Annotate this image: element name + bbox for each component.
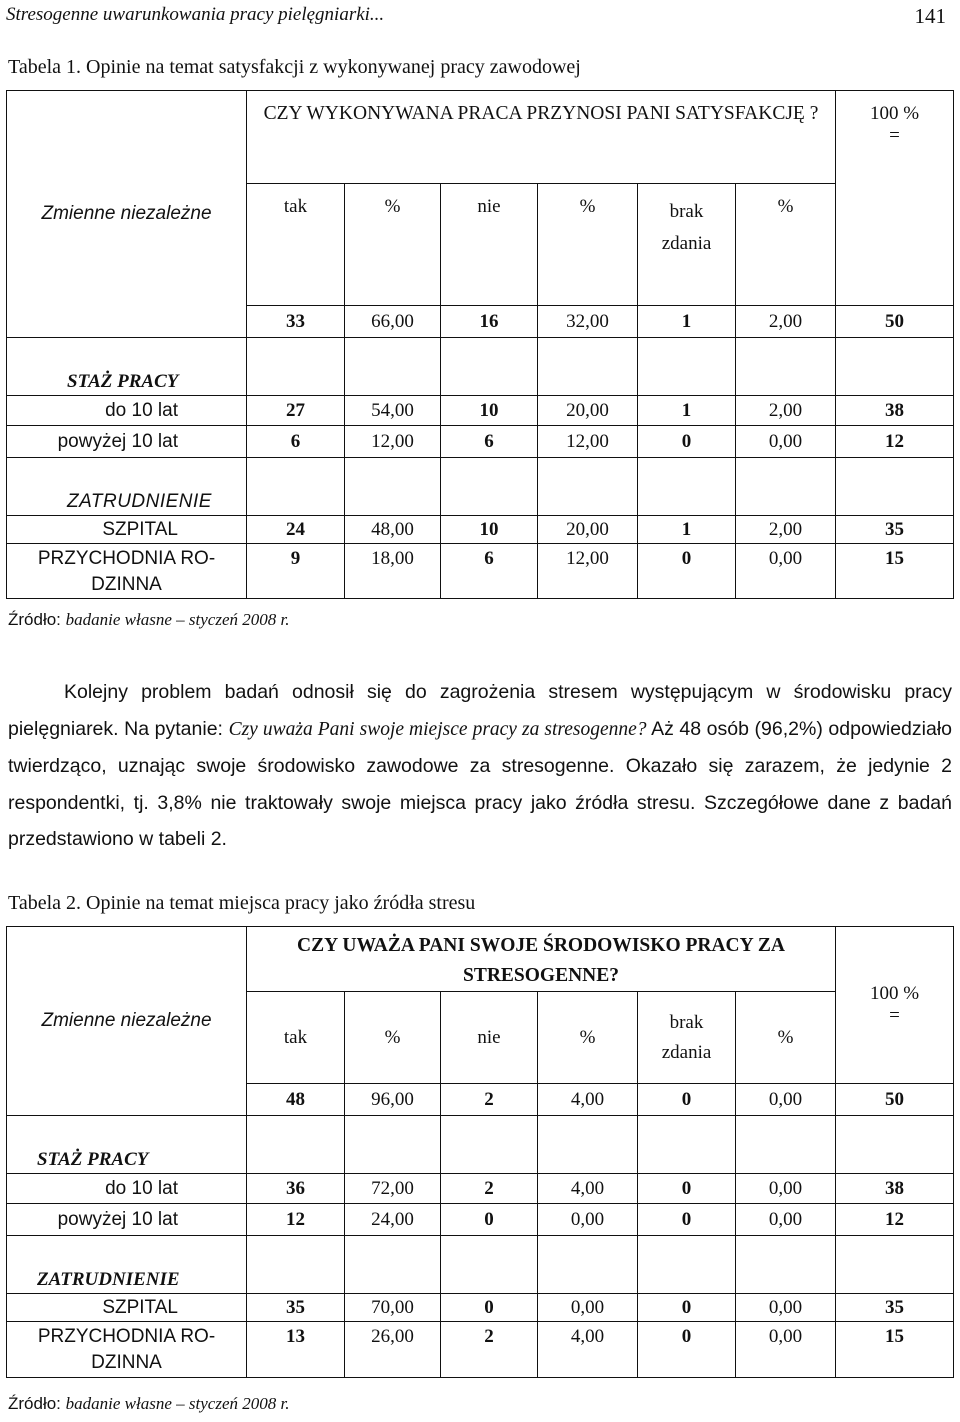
cell: 2,00: [736, 396, 836, 426]
cell: 12,00: [538, 426, 638, 458]
cell: 15: [836, 544, 954, 599]
cell: 48: [247, 1084, 345, 1116]
cell: 0,00: [736, 1204, 836, 1236]
row-label: SZPITAL: [7, 516, 247, 544]
row-label: PRZYCHODNIA RO-DZINNA: [7, 544, 247, 599]
cell: 96,00: [345, 1084, 441, 1116]
col-brak-line1: brak: [669, 1011, 704, 1033]
cell: 50: [836, 306, 954, 338]
table-row: [7, 1174, 954, 1204]
page-number: 141: [914, 4, 946, 28]
cell: 6: [247, 426, 345, 458]
cell: 12: [836, 1204, 954, 1236]
empty-cell: [345, 1116, 441, 1174]
cell: 12: [247, 1204, 345, 1236]
cell: 6: [441, 426, 538, 458]
body-paragraph: [8, 674, 952, 858]
col-brak-line1: brak: [669, 201, 704, 222]
cell: 0: [638, 1084, 736, 1116]
empty-cell: [736, 1116, 836, 1174]
row-label: powyżej 10 lat: [7, 1204, 247, 1236]
empty-cell: [247, 338, 345, 396]
cell: 2,00: [736, 306, 836, 338]
cell: 12: [836, 426, 954, 458]
table-row: [7, 426, 954, 458]
table1-source: [8, 610, 289, 630]
cell: 38: [836, 396, 954, 426]
cell: 0,00: [736, 1294, 836, 1322]
cell: 54,00: [345, 396, 441, 426]
cell: 0,00: [736, 426, 836, 458]
row-label: PRZYCHODNIA RO-DZINNA: [7, 1322, 247, 1378]
source-text: badanie własne – styczeń 2008 r.: [65, 1394, 290, 1413]
source-text: badanie własne – styczeń 2008 r.: [65, 610, 290, 629]
cell: 6: [441, 544, 538, 599]
empty-cell: [836, 1236, 954, 1294]
cell: 24,00: [345, 1204, 441, 1236]
empty-cell: [345, 1236, 441, 1294]
cell: 4,00: [538, 1084, 638, 1116]
table2-source: [8, 1394, 289, 1414]
table-row: [7, 516, 954, 544]
source-prefix: Źródło:: [8, 610, 61, 629]
cell: 0,00: [736, 1322, 836, 1378]
cell: 0,00: [736, 1084, 836, 1116]
empty-cell: [441, 1236, 538, 1294]
table-row: [7, 396, 954, 426]
cell: 12,00: [538, 544, 638, 599]
table2-col-total: [836, 927, 954, 1084]
cell: 1: [638, 516, 736, 544]
empty-cell: [836, 1116, 954, 1174]
cell: 10: [441, 396, 538, 426]
col-total-eq: =: [889, 125, 900, 146]
cell: 33: [247, 306, 345, 338]
cell: 1: [638, 396, 736, 426]
empty-cell: [441, 338, 538, 396]
table2-corner: Zmienne niezależne: [7, 927, 247, 1116]
cell: 0,00: [736, 1174, 836, 1204]
cell: 66,00: [345, 306, 441, 338]
col-pct: %: [538, 184, 638, 306]
row-label: powyżej 10 lat: [7, 426, 247, 458]
row-label: do 10 lat: [7, 1174, 247, 1204]
empty-cell: [638, 1236, 736, 1294]
cell: 24: [247, 516, 345, 544]
cell: 38: [836, 1174, 954, 1204]
empty-cell: [538, 458, 638, 516]
table1: [6, 90, 954, 599]
table1-question: CZY WYKONYWANA PRACA PRZYNOSI PANI SATYSFAKCJĘ ?: [247, 91, 836, 184]
cell: 2,00: [736, 516, 836, 544]
cell: 0: [638, 1294, 736, 1322]
cell: 0: [441, 1294, 538, 1322]
cell: 10: [441, 516, 538, 544]
empty-cell: [638, 338, 736, 396]
table2: [6, 926, 954, 1378]
cell: 0: [638, 1204, 736, 1236]
empty-cell: [736, 458, 836, 516]
cell: 0,00: [736, 544, 836, 599]
empty-cell: [538, 338, 638, 396]
empty-cell: [247, 1116, 345, 1174]
cell: 32,00: [538, 306, 638, 338]
empty-cell: [638, 458, 736, 516]
col-tak: tak: [247, 184, 345, 306]
cell: 48,00: [345, 516, 441, 544]
cell: 27: [247, 396, 345, 426]
cell: 1: [638, 306, 736, 338]
cell: 50: [836, 1084, 954, 1116]
table-row: [7, 1204, 954, 1236]
col-pct: %: [736, 184, 836, 306]
empty-cell: [836, 338, 954, 396]
col-brak: [638, 184, 736, 306]
cell: 0: [638, 1322, 736, 1378]
section-label: ZATRUDNIENIE: [7, 1236, 247, 1294]
cell: 26,00: [345, 1322, 441, 1378]
cell: 0: [441, 1204, 538, 1236]
col-nie: nie: [441, 992, 538, 1084]
row-label: SZPITAL: [7, 1294, 247, 1322]
empty-cell: [538, 1236, 638, 1294]
col-nie: nie: [441, 184, 538, 306]
cell: 13: [247, 1322, 345, 1378]
cell: 36: [247, 1174, 345, 1204]
cell: 35: [247, 1294, 345, 1322]
row-label: do 10 lat: [7, 396, 247, 426]
cell: 72,00: [345, 1174, 441, 1204]
col-pct: %: [345, 992, 441, 1084]
running-title: Stresogenne uwarunkowania pracy pielęgniarki...: [6, 4, 385, 25]
cell: 0,00: [538, 1294, 638, 1322]
col-total-label: 100 %: [869, 983, 920, 1004]
col-tak: tak: [247, 992, 345, 1084]
col-brak-line2: zdania: [661, 1041, 712, 1063]
cell: 35: [836, 516, 954, 544]
cell: 16: [441, 306, 538, 338]
empty-cell: [247, 458, 345, 516]
cell: 18,00: [345, 544, 441, 599]
empty-cell: [441, 458, 538, 516]
section-label: STAŻ PRACY: [7, 338, 247, 396]
col-total-eq: =: [889, 1005, 900, 1026]
col-pct: %: [538, 992, 638, 1084]
paragraph-part2: Aż 48 osób (96,2%) odpowiedziało twierdząco, uznając swoje środowisko zawodowe za stresogenne. Okazało się zarazem, że jedynie 2 respondentki, tj. 3,8% nie traktowały swoje miejsca pracy jako źródła stresu. Szczegółowe dane z badań przedstawiono w tabeli 2.: [8, 717, 953, 850]
cell: 2: [441, 1084, 538, 1116]
col-brak-line2: zdania: [661, 233, 712, 254]
empty-cell: [836, 458, 954, 516]
paragraph-part1: Kolejny problem badań odnosił się do zagrożenia stresem występującym w środowisku pracy pielęgniarek. Na pytanie:: [8, 681, 952, 740]
source-prefix: Źródło:: [8, 1394, 61, 1413]
cell: 15: [836, 1322, 954, 1378]
cell: 0: [638, 544, 736, 599]
cell: 0,00: [538, 1204, 638, 1236]
table-row: [7, 544, 954, 599]
empty-cell: [736, 1236, 836, 1294]
empty-cell: [441, 1116, 538, 1174]
section-label: ZATRUDNIENIE: [7, 458, 247, 516]
cell: 4,00: [538, 1322, 638, 1378]
paragraph-question: Czy uważa Pani swoje miejsce pracy za stresogenne?: [228, 718, 647, 740]
cell: 0: [638, 1174, 736, 1204]
empty-cell: [345, 338, 441, 396]
table1-caption: Tabela 1. Opinie na temat satysfakcji z wykonywanej pracy zawodowej: [8, 56, 581, 78]
table-row: [7, 1322, 954, 1378]
empty-cell: [538, 1116, 638, 1174]
cell: 9: [247, 544, 345, 599]
col-brak: [638, 992, 736, 1084]
empty-cell: [247, 1236, 345, 1294]
section-label: STAŻ PRACY: [7, 1116, 247, 1174]
empty-cell: [638, 1116, 736, 1174]
col-pct: %: [345, 184, 441, 306]
empty-cell: [345, 458, 441, 516]
cell: 35: [836, 1294, 954, 1322]
cell: 2: [441, 1322, 538, 1378]
table2-caption: Tabela 2. Opinie na temat miejsca pracy jako źródła stresu: [8, 892, 476, 914]
cell: 4,00: [538, 1174, 638, 1204]
table1-col-total: [836, 91, 954, 306]
cell: 20,00: [538, 516, 638, 544]
cell: 0: [638, 426, 736, 458]
table2-question: CZY UWAŻA PANI SWOJE ŚRODOWISKO PRACY ZA STRESOGENNE?: [247, 927, 836, 992]
col-total-label: 100 %: [869, 103, 920, 124]
cell: 70,00: [345, 1294, 441, 1322]
empty-cell: [736, 338, 836, 396]
col-pct: %: [736, 992, 836, 1084]
cell: 20,00: [538, 396, 638, 426]
cell: 12,00: [345, 426, 441, 458]
cell: 2: [441, 1174, 538, 1204]
table-row: [7, 1294, 954, 1322]
table1-corner: Zmienne niezależne: [7, 91, 247, 338]
